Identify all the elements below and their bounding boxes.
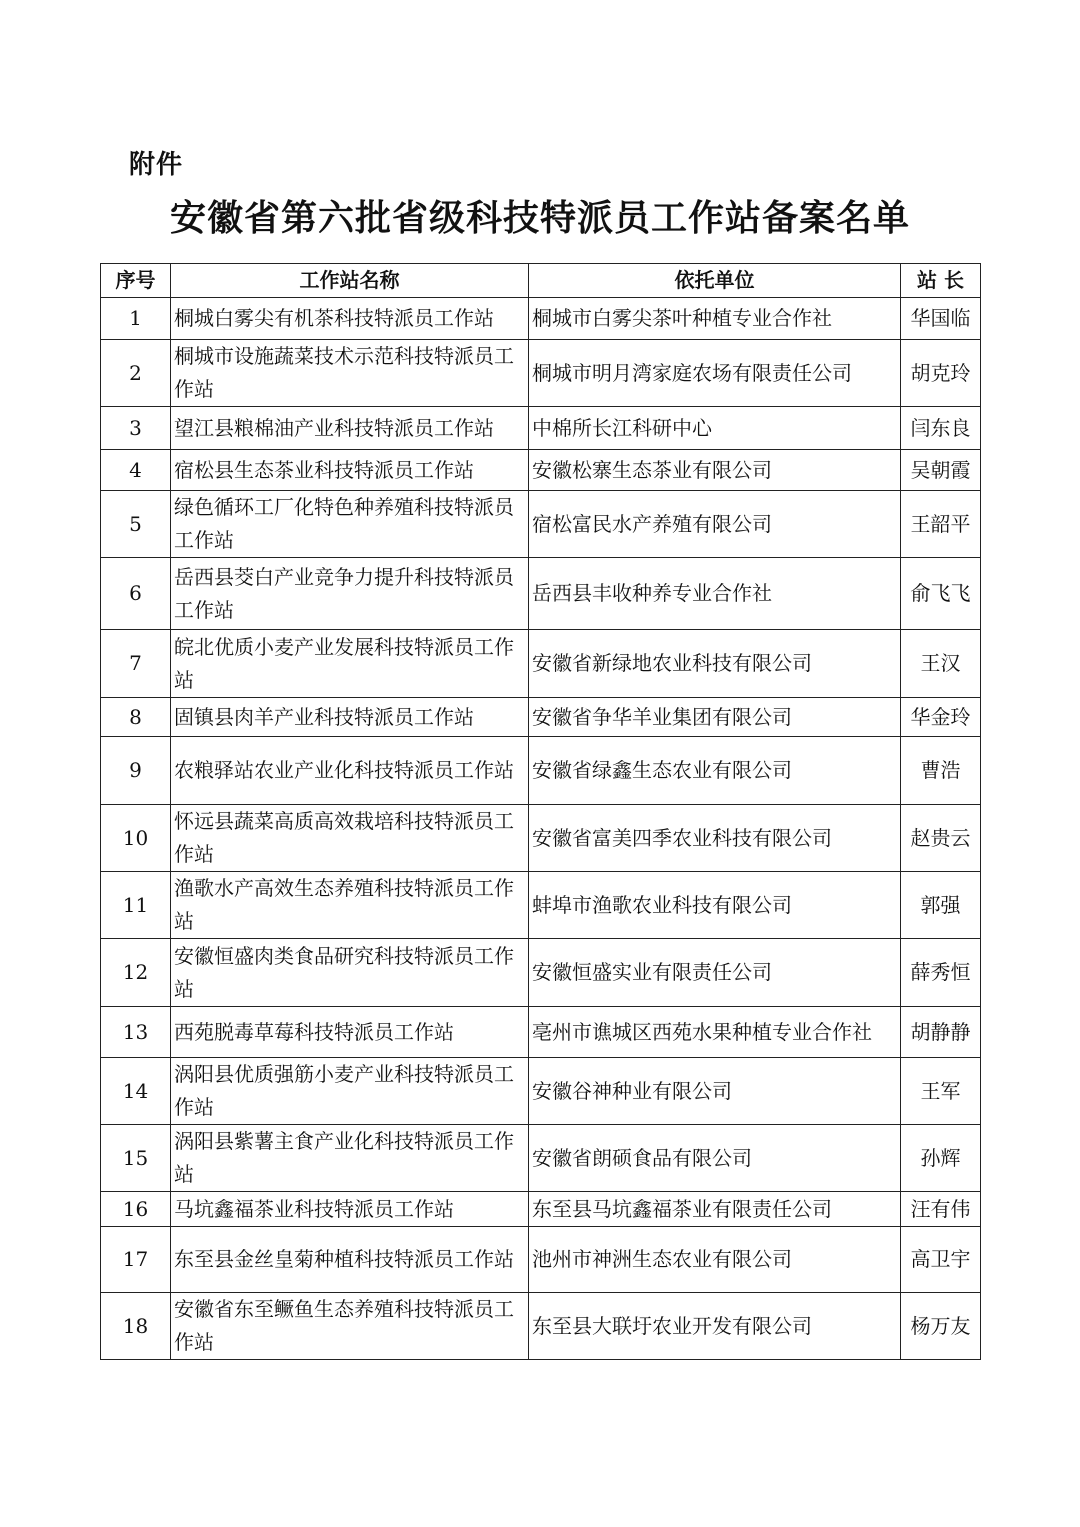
table-row xyxy=(101,1125,981,1192)
station-name-cell: 宿松县生态茶业科技特派员工作站 xyxy=(171,450,529,491)
station-head-cell: 郭强 xyxy=(901,872,981,939)
serial-number-cell: 12 xyxy=(101,939,171,1007)
host-unit-cell: 安徽谷神种业有限公司 xyxy=(529,1058,901,1125)
serial-number-cell: 8 xyxy=(101,698,171,737)
serial-number-cell: 17 xyxy=(101,1227,171,1293)
station-name-cell: 安徽恒盛肉类食品研究科技特派员工作站 xyxy=(171,939,529,1007)
station-head-cell: 汪有伟 xyxy=(901,1192,981,1227)
document-title: 安徽省第六批省级科技特派员工作站备案名单 xyxy=(169,198,910,239)
table-row xyxy=(101,1192,981,1227)
host-unit-cell: 安徽省富美四季农业科技有限公司 xyxy=(529,805,901,872)
station-registry-table xyxy=(100,263,981,1360)
host-unit-cell: 安徽省绿鑫生态农业有限公司 xyxy=(529,737,901,805)
station-head-cell: 王汉 xyxy=(901,630,981,698)
station-head-cell: 孙辉 xyxy=(901,1125,981,1192)
host-unit-cell: 桐城市白雾尖茶叶种植专业合作社 xyxy=(529,298,901,340)
table-row xyxy=(101,407,981,450)
station-head-cell: 赵贵云 xyxy=(901,805,981,872)
station-head-cell: 华金玲 xyxy=(901,698,981,737)
table-row xyxy=(101,1007,981,1058)
serial-number-cell: 5 xyxy=(101,491,171,558)
station-head-cell: 高卫宇 xyxy=(901,1227,981,1293)
table-body xyxy=(101,298,981,1360)
table-row xyxy=(101,1227,981,1293)
station-head-cell: 胡克玲 xyxy=(901,340,981,407)
table-row xyxy=(101,491,981,558)
attachment-label: 附件 xyxy=(129,150,184,180)
station-name-cell: 固镇县肉羊产业科技特派员工作站 xyxy=(171,698,529,737)
serial-number-cell: 9 xyxy=(101,737,171,805)
serial-number-cell: 13 xyxy=(101,1007,171,1058)
station-name-cell: 东至县金丝皇菊种植科技特派员工作站 xyxy=(171,1227,529,1293)
serial-number-cell: 7 xyxy=(101,630,171,698)
host-unit-cell: 岳西县丰收种养专业合作社 xyxy=(529,558,901,630)
header-host-unit: 依托单位 xyxy=(529,264,901,298)
table-row xyxy=(101,298,981,340)
table-header-row xyxy=(101,264,981,298)
station-head-cell: 薛秀恒 xyxy=(901,939,981,1007)
host-unit-cell: 东至县大联圩农业开发有限公司 xyxy=(529,1293,901,1360)
station-name-cell: 农粮驿站农业产业化科技特派员工作站 xyxy=(171,737,529,805)
host-unit-cell: 安徽恒盛实业有限责任公司 xyxy=(529,939,901,1007)
table-row xyxy=(101,450,981,491)
station-name-cell: 涡阳县紫薯主食产业化科技特派员工作站 xyxy=(171,1125,529,1192)
header-station-name: 工作站名称 xyxy=(171,264,529,298)
table-row xyxy=(101,1293,981,1360)
host-unit-cell: 安徽省朗硕食品有限公司 xyxy=(529,1125,901,1192)
header-station-head: 站 长 xyxy=(901,264,981,298)
station-name-cell: 涡阳县优质强筋小麦产业科技特派员工作站 xyxy=(171,1058,529,1125)
serial-number-cell: 3 xyxy=(101,407,171,450)
serial-number-cell: 16 xyxy=(101,1192,171,1227)
station-head-cell: 杨万友 xyxy=(901,1293,981,1360)
header-serial-number: 序号 xyxy=(101,264,171,298)
station-name-cell: 绿色循环工厂化特色种养殖科技特派员工作站 xyxy=(171,491,529,558)
serial-number-cell: 14 xyxy=(101,1058,171,1125)
host-unit-cell: 中棉所长江科研中心 xyxy=(529,407,901,450)
station-name-cell: 望江县粮棉油产业科技特派员工作站 xyxy=(171,407,529,450)
serial-number-cell: 2 xyxy=(101,340,171,407)
station-name-cell: 桐城白雾尖有机茶科技特派员工作站 xyxy=(171,298,529,340)
station-name-cell: 马坑鑫福茶业科技特派员工作站 xyxy=(171,1192,529,1227)
serial-number-cell: 15 xyxy=(101,1125,171,1192)
station-head-cell: 曹浩 xyxy=(901,737,981,805)
host-unit-cell: 安徽省争华羊业集团有限公司 xyxy=(529,698,901,737)
table-row xyxy=(101,872,981,939)
station-name-cell: 桐城市设施蔬菜技术示范科技特派员工作站 xyxy=(171,340,529,407)
station-head-cell: 王韶平 xyxy=(901,491,981,558)
station-name-cell: 安徽省东至鳜鱼生态养殖科技特派员工作站 xyxy=(171,1293,529,1360)
station-head-cell: 胡静静 xyxy=(901,1007,981,1058)
host-unit-cell: 东至县马坑鑫福茶业有限责任公司 xyxy=(529,1192,901,1227)
serial-number-cell: 6 xyxy=(101,558,171,630)
station-name-cell: 岳西县茭白产业竞争力提升科技特派员工作站 xyxy=(171,558,529,630)
host-unit-cell: 亳州市谯城区西苑水果种植专业合作社 xyxy=(529,1007,901,1058)
station-name-cell: 怀远县蔬菜高质高效栽培科技特派员工作站 xyxy=(171,805,529,872)
table-row xyxy=(101,1058,981,1125)
station-name-cell: 西苑脱毒草莓科技特派员工作站 xyxy=(171,1007,529,1058)
serial-number-cell: 1 xyxy=(101,298,171,340)
station-head-cell: 闫东良 xyxy=(901,407,981,450)
serial-number-cell: 4 xyxy=(101,450,171,491)
serial-number-cell: 18 xyxy=(101,1293,171,1360)
station-head-cell: 华国临 xyxy=(901,298,981,340)
host-unit-cell: 蚌埠市渔歌农业科技有限公司 xyxy=(529,872,901,939)
station-head-cell: 吴朝霞 xyxy=(901,450,981,491)
host-unit-cell: 安徽松寨生态茶业有限公司 xyxy=(529,450,901,491)
host-unit-cell: 桐城市明月湾家庭农场有限责任公司 xyxy=(529,340,901,407)
station-head-cell: 俞飞飞 xyxy=(901,558,981,630)
host-unit-cell: 安徽省新绿地农业科技有限公司 xyxy=(529,630,901,698)
station-name-cell: 皖北优质小麦产业发展科技特派员工作站 xyxy=(171,630,529,698)
table-row xyxy=(101,630,981,698)
station-name-cell: 渔歌水产高效生态养殖科技特派员工作站 xyxy=(171,872,529,939)
host-unit-cell: 池州市神洲生态农业有限公司 xyxy=(529,1227,901,1293)
serial-number-cell: 11 xyxy=(101,872,171,939)
table-row xyxy=(101,340,981,407)
table-row xyxy=(101,737,981,805)
table-row xyxy=(101,805,981,872)
table-row xyxy=(101,698,981,737)
table-row xyxy=(101,939,981,1007)
table-row xyxy=(101,558,981,630)
host-unit-cell: 宿松富民水产养殖有限公司 xyxy=(529,491,901,558)
station-head-cell: 王军 xyxy=(901,1058,981,1125)
table-header xyxy=(101,264,981,298)
serial-number-cell: 10 xyxy=(101,805,171,872)
